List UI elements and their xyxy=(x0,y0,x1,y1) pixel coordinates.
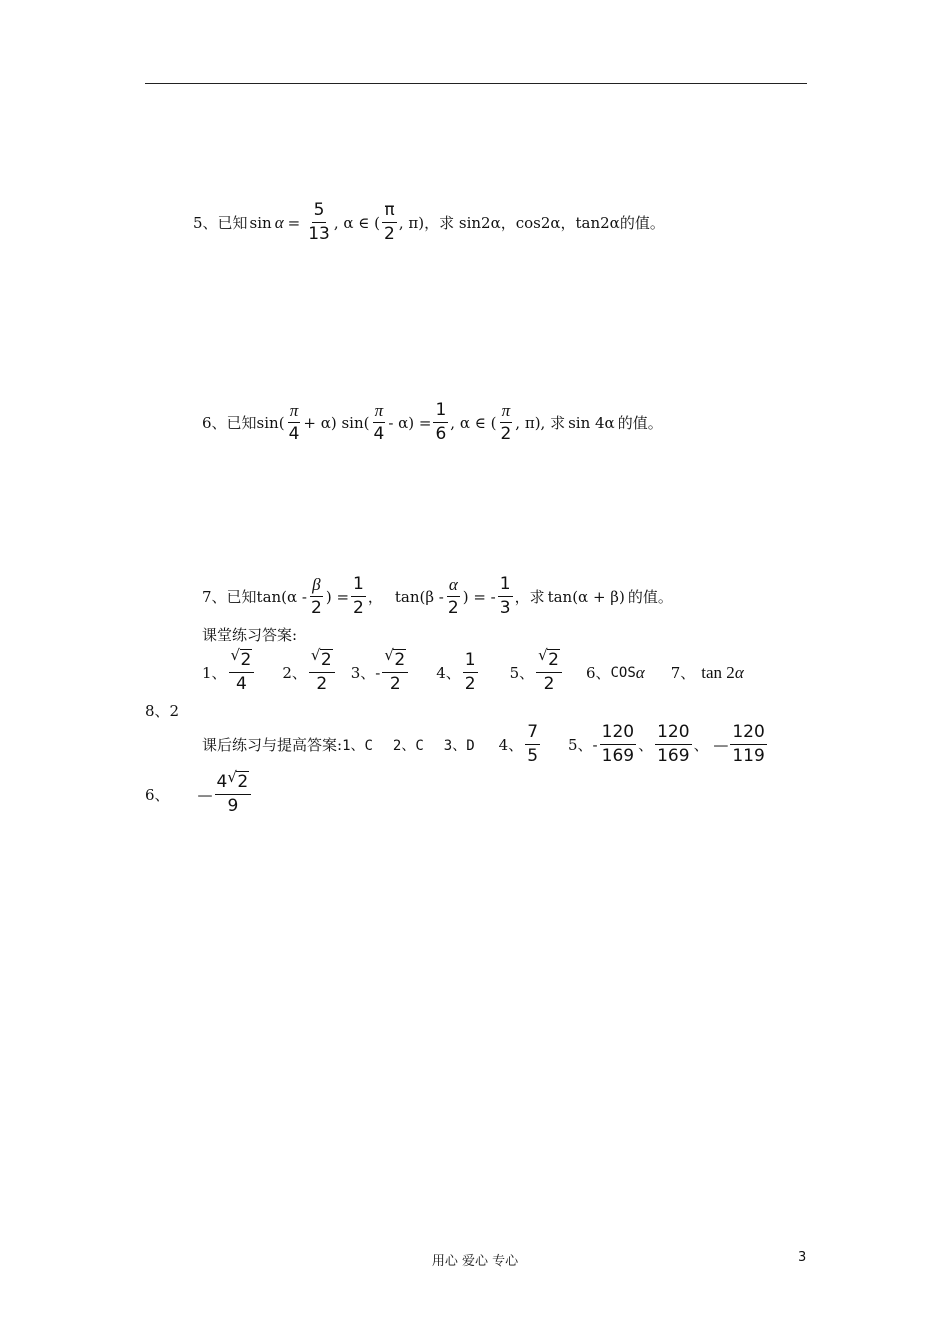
q6-plus: + α) sin( xyxy=(303,413,370,432)
question-6 xyxy=(202,402,663,443)
q6-expr: sin 4α xyxy=(568,413,615,432)
q5-eq: = xyxy=(287,213,301,232)
q7-ask2: 的值。 xyxy=(627,588,673,606)
q5-alpha: α xyxy=(274,212,284,232)
class-answer-8: 8、2 xyxy=(145,702,180,720)
ca-3-value: √ 2 2 xyxy=(382,652,408,693)
footer-text: 用心 爱心 专心 xyxy=(431,1254,519,1269)
ca-4-value: 1 2 xyxy=(464,650,476,694)
question-5 xyxy=(193,202,665,243)
aa-5-value-3: 120 119 xyxy=(732,722,765,766)
q5-in: , α ∈ ( xyxy=(333,213,381,232)
q7-expr: tan(α + β) xyxy=(547,587,625,606)
q7-ask1: ，求 xyxy=(514,588,545,606)
aa-5-sep-2: 、 — xyxy=(693,736,729,754)
q7-tan1: tan(α - xyxy=(256,587,307,606)
q5-close: , π) xyxy=(398,213,425,232)
ca-6-label: 6、 xyxy=(585,664,611,682)
question-7 xyxy=(202,576,673,617)
aa-title: 课后练习与提高答案: xyxy=(202,736,343,754)
q6-fraction-4: π 2 xyxy=(500,401,512,444)
q6-in: , α ∈ ( xyxy=(450,413,497,432)
q6-fraction-1: π 4 xyxy=(288,401,300,444)
ca-7-label: 7、 xyxy=(670,664,696,682)
ca-2-value: √ 2 2 xyxy=(309,652,335,693)
q6-ask: 的值。 xyxy=(617,414,663,432)
q6-sin1: sin( xyxy=(256,413,285,432)
ca-2-label: 2、 xyxy=(282,664,307,682)
q7-eq2: ) = - xyxy=(462,587,496,606)
q5-fraction-1: $\frac{5}{13}$ xyxy=(308,200,330,244)
aa-5-label: 5、- xyxy=(568,736,598,754)
class-answers-title: 课堂练习答案: xyxy=(202,626,298,644)
aa-4-value: 7 5 xyxy=(527,722,539,766)
q7-tan2: tan(β - xyxy=(394,587,444,606)
aa-1: 1、C xyxy=(342,737,373,754)
ca-5-label: 5、 xyxy=(509,664,535,682)
q7-fraction-4: 1 3 xyxy=(499,574,511,618)
aa-6-label: 6、 xyxy=(145,786,170,804)
after-answers-row xyxy=(202,724,769,765)
ca-7-alpha: α xyxy=(734,662,744,682)
ca-7-value: tan 2 xyxy=(701,662,735,682)
q6-minus: - α) = xyxy=(388,413,432,432)
q6-fraction-3: $\frac{1}{6}$ xyxy=(435,400,447,444)
q7-eq1: ) = xyxy=(325,587,350,606)
q6-close: , π), 求 xyxy=(515,414,566,432)
ca-6-value: COS xyxy=(610,664,636,681)
q5-ask: ，求 sin2α，cos2α，tan2α的值。 xyxy=(424,214,665,232)
ca-1-value: √ 2 4 xyxy=(229,652,255,693)
aa-6-dash: — xyxy=(197,785,213,804)
q7-label: 7、已知 xyxy=(202,588,257,606)
ca-5-value: √ 2 2 xyxy=(536,652,562,693)
aa-5-value-1: 120 169 xyxy=(601,722,635,766)
aa-4-label: 4、 xyxy=(498,736,524,754)
q7-fraction-1: β 2 xyxy=(311,575,322,618)
q6-fraction-2: π 4 xyxy=(373,401,385,444)
class-answers-row xyxy=(202,652,744,693)
aa-2: 2、C xyxy=(392,737,424,754)
q7-fraction-2: $\frac{1}{2}$ xyxy=(353,574,364,618)
q5-sin: sin xyxy=(249,213,272,232)
aa-5-sep-1: 、 xyxy=(638,736,654,754)
aa-3: 3、D xyxy=(443,737,475,754)
q7-fraction-3: α 2 xyxy=(447,575,459,618)
aa-5-value-2: 120 169 xyxy=(657,722,690,766)
ca-4-label: 4、 xyxy=(436,664,461,682)
after-answer-6 xyxy=(145,774,253,815)
q5-fraction-2: π 2 xyxy=(384,200,395,244)
header-rule xyxy=(145,83,807,84)
ca-6-alpha: α xyxy=(635,662,645,682)
q7-sep: ， xyxy=(367,588,383,606)
q6-label: 6、已知 xyxy=(202,414,257,432)
aa-6-value: 4√ 2 9 xyxy=(215,774,252,815)
ca-3-label: 3、- xyxy=(350,664,381,682)
page-number: 3 xyxy=(798,1250,807,1265)
ca-1-label: 1、 xyxy=(202,664,227,682)
q5-label: 5、已知 xyxy=(193,214,248,232)
